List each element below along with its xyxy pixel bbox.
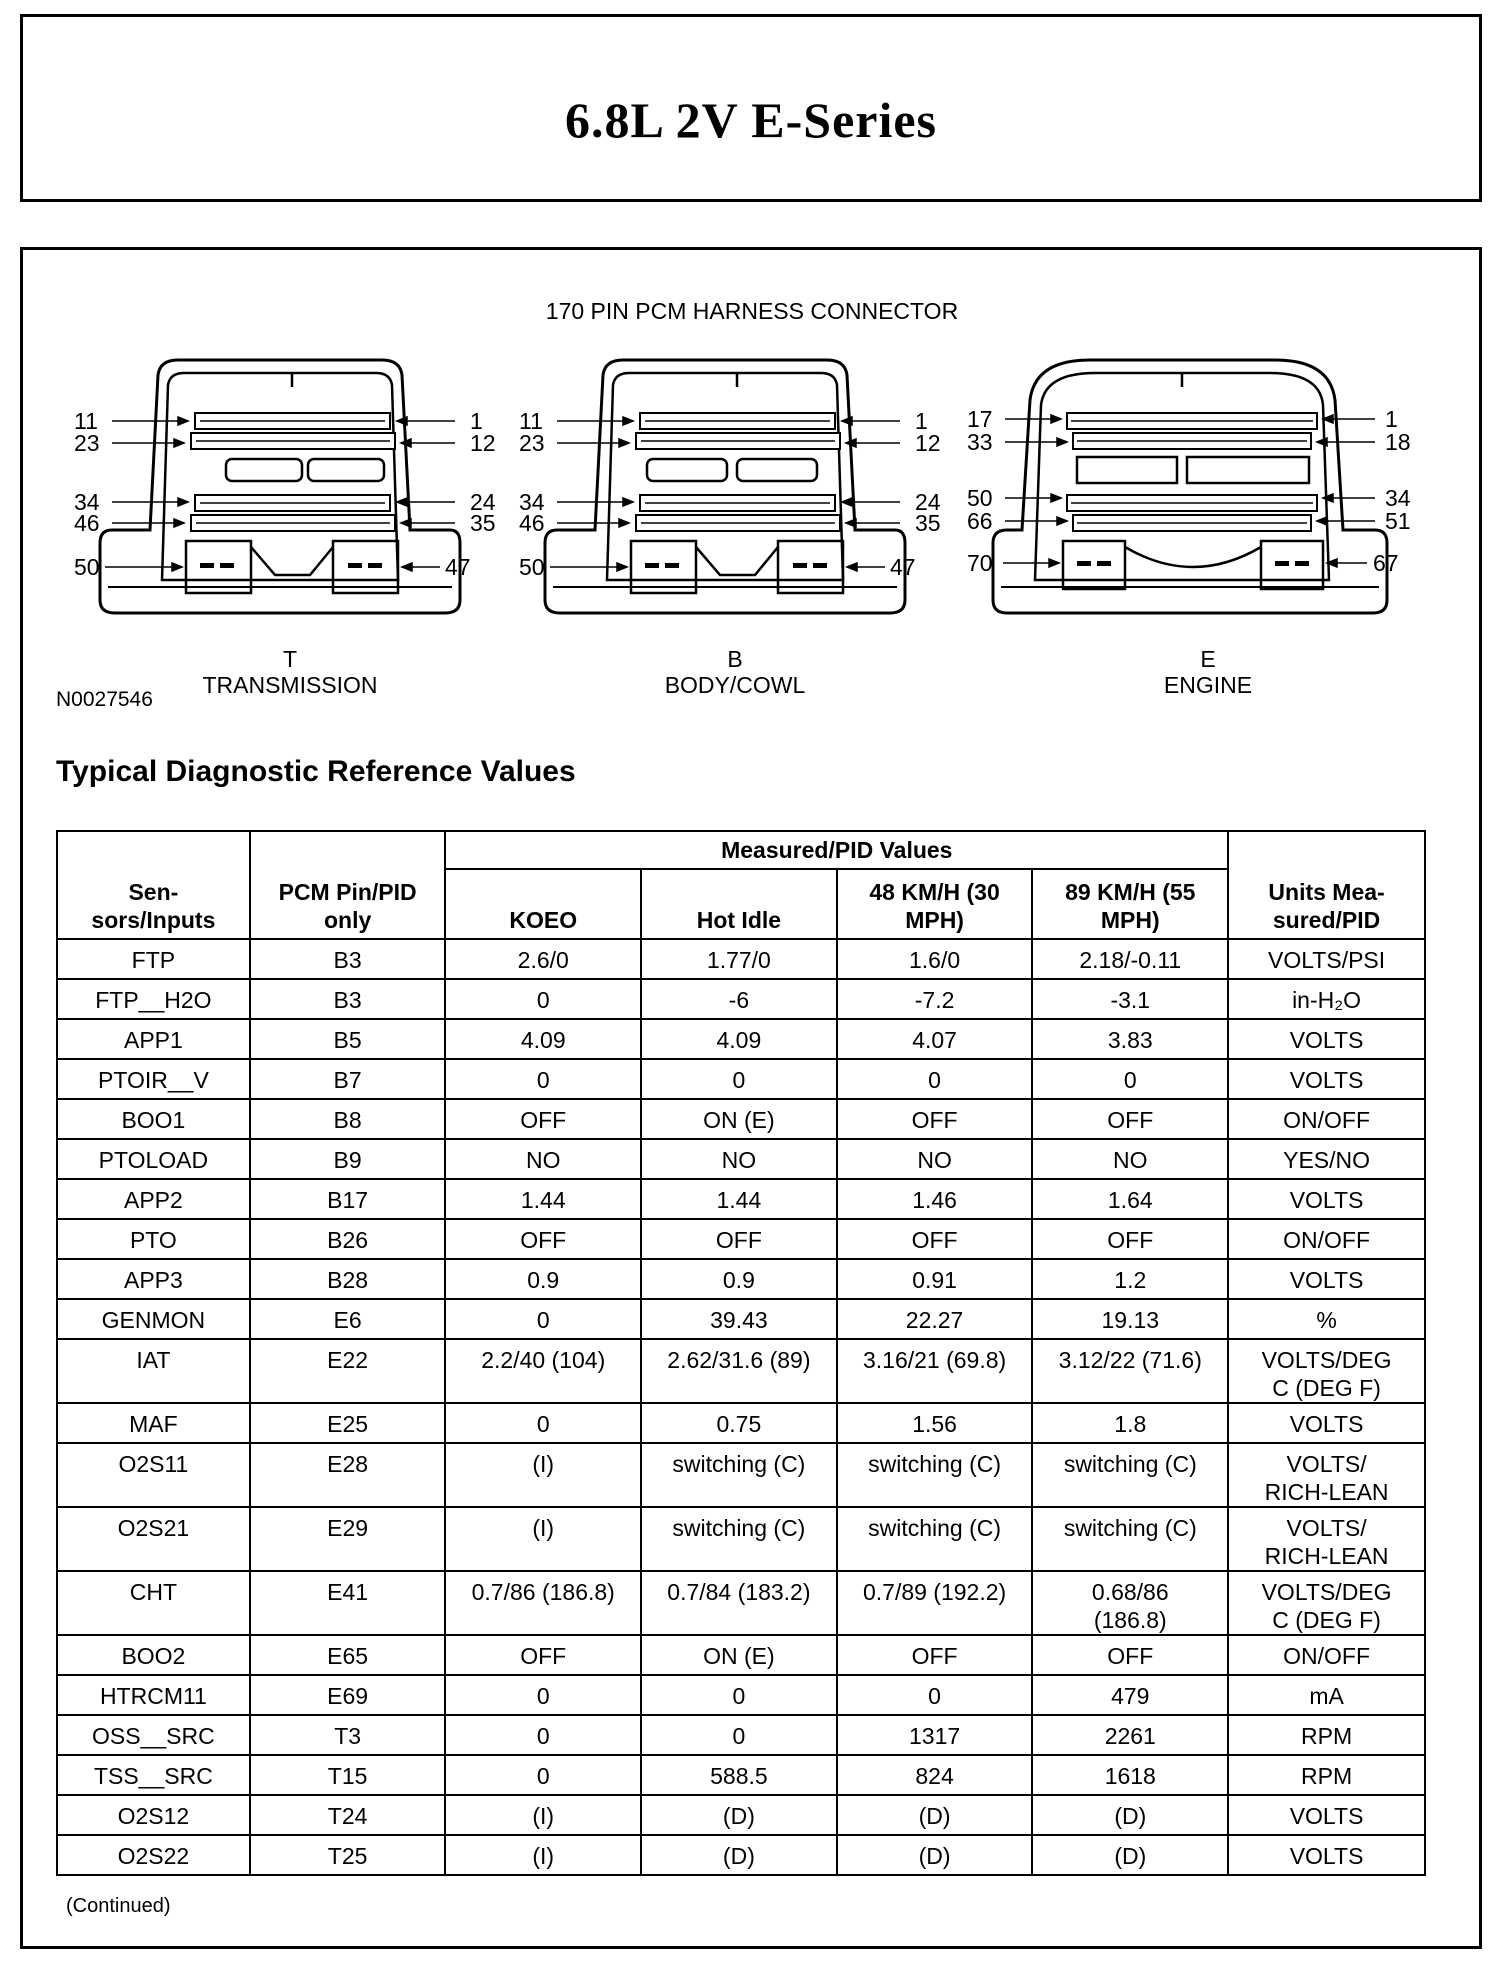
table-cell: E41 [250,1571,446,1635]
connector-letter-e: E [1200,646,1216,672]
table-cell: 3.12/22 (71.6) [1032,1339,1228,1403]
pin-label: 67 [1373,550,1399,576]
table-cell: ON (E) [641,1099,837,1139]
pin-label: 1 [1385,406,1398,432]
table-cell: VOLTS [1228,1403,1425,1443]
table-body [57,939,1425,1875]
table-cell: OFF [445,1635,641,1675]
table-row [57,979,1425,1019]
table-cell: % [1228,1299,1425,1339]
table-cell: RPM [1228,1715,1425,1755]
table-cell: 0 [445,1403,641,1443]
table-cell: B3 [250,979,446,1019]
table-cell: NO [1032,1139,1228,1179]
pin-label: 46 [74,510,100,536]
table-cell: PTO [57,1219,250,1259]
table-cell: PTOIR__V [57,1059,250,1099]
table-cell: APP3 [57,1259,250,1299]
table-row [57,1675,1425,1715]
pin-label: 47 [890,554,916,580]
table-cell: ON/OFF [1228,1219,1425,1259]
table-cell: E65 [250,1635,446,1675]
table-row [57,1571,1425,1635]
table-cell: T3 [250,1715,446,1755]
table-cell: (I) [445,1795,641,1835]
table-row [57,1715,1425,1755]
table-cell: ON (E) [641,1635,837,1675]
table-cell: OFF [1032,1635,1228,1675]
table-cell: MAF [57,1403,250,1443]
table-cell: 4.09 [641,1019,837,1059]
table-row [57,1507,1425,1571]
table-cell: B3 [250,939,446,979]
table-cell: 1.64 [1032,1179,1228,1219]
connector-name-body: BODY/COWL [664,672,806,698]
table-cell: E6 [250,1299,446,1339]
table-cell: switching (C) [641,1443,837,1507]
table-cell: 0 [837,1675,1033,1715]
table-row [57,1059,1425,1099]
table-cell: O2S22 [57,1835,250,1875]
table-cell: 0.91 [837,1259,1033,1299]
table-cell: 2.6/0 [445,939,641,979]
table-cell: 0 [445,1675,641,1715]
table-row [57,1139,1425,1179]
table-cell: 1.2 [1032,1259,1228,1299]
table-cell: O2S11 [57,1443,250,1507]
table-cell: T15 [250,1755,446,1795]
pin-label: 34 [519,489,545,515]
table-cell: 0.75 [641,1403,837,1443]
table-cell: mA [1228,1675,1425,1715]
table-cell: 0 [641,1715,837,1755]
table-cell: 0 [445,1299,641,1339]
pin-label: 24 [915,489,941,515]
table-cell: TSS__SRC [57,1755,250,1795]
header-units: Units Mea- sured/PID [1228,831,1425,939]
table-row [57,1259,1425,1299]
table-cell: switching (C) [837,1507,1033,1571]
header-measured-group: Measured/PID Values [445,831,1228,869]
table-cell: -6 [641,979,837,1019]
table-cell: ON/OFF [1228,1099,1425,1139]
table-cell: PTOLOAD [57,1139,250,1179]
table-row [57,1019,1425,1059]
table-row [57,1299,1425,1339]
table-cell: OFF [1032,1099,1228,1139]
table-cell: NO [445,1139,641,1179]
table-cell: 1.8 [1032,1403,1228,1443]
pin-label: 51 [1385,508,1411,534]
table-cell: 0 [641,1059,837,1099]
table-cell: (I) [445,1507,641,1571]
table-cell: OSS__SRC [57,1715,250,1755]
table-row [57,1635,1425,1675]
pin-label: 12 [915,430,941,456]
table-cell: 1.46 [837,1179,1033,1219]
pin-label: 47 [445,554,471,580]
table-cell: 22.27 [837,1299,1033,1339]
table-row [57,1835,1425,1875]
table-cell: YES/NO [1228,1139,1425,1179]
table-cell: 0 [445,1755,641,1795]
table-cell: VOLTS [1228,1179,1425,1219]
pin-label: 50 [74,554,100,580]
table-cell: HTRCM11 [57,1675,250,1715]
table-row [57,1795,1425,1835]
connector-body-diagram [505,355,945,645]
table-cell: 0.9 [445,1259,641,1299]
table-cell: 0 [641,1675,837,1715]
header-48kmh: 48 KM/H (30 MPH) [837,869,1033,939]
table-cell: OFF [445,1099,641,1139]
table-cell: B7 [250,1059,446,1099]
table-cell: OFF [445,1219,641,1259]
table-cell: BOO2 [57,1635,250,1675]
table-row [57,1403,1425,1443]
table-cell: 824 [837,1755,1033,1795]
pin-label: 34 [74,489,100,515]
pin-label: 34 [1385,485,1411,511]
header-pin: PCM Pin/PID only [250,831,446,939]
table-cell: (D) [641,1835,837,1875]
table-cell: APP2 [57,1179,250,1219]
table-row [57,1755,1425,1795]
table-cell: E29 [250,1507,446,1571]
table-cell: B17 [250,1179,446,1219]
table-cell: (D) [641,1795,837,1835]
pin-label: 1 [915,408,928,434]
section-heading: Typical Diagnostic Reference Values [56,755,576,788]
connector-engine-diagram [955,355,1425,645]
connector-name-transmission: TRANSMISSION [202,672,378,698]
pin-label: 70 [967,550,993,576]
pin-label: 46 [519,510,545,536]
table-cell: B8 [250,1099,446,1139]
table-cell: 39.43 [641,1299,837,1339]
table-cell: 1.56 [837,1403,1033,1443]
table-cell: T25 [250,1835,446,1875]
table-cell: OFF [837,1635,1033,1675]
table-cell: 0.7/89 (192.2) [837,1571,1033,1635]
table-cell: B5 [250,1019,446,1059]
table-cell: NO [641,1139,837,1179]
table-cell: OFF [1032,1219,1228,1259]
table-cell: VOLTS [1228,1259,1425,1299]
pin-label: 11 [74,408,98,434]
table-cell: 4.07 [837,1019,1033,1059]
header-hot-idle: Hot Idle [641,869,837,939]
pin-label: 24 [470,489,496,515]
reference-values-table [56,830,1426,1876]
table-cell: IAT [57,1339,250,1403]
pin-label: 11 [519,408,543,434]
pin-label: 17 [967,406,993,432]
table-cell: VOLTS [1228,1019,1425,1059]
table-cell: 1618 [1032,1755,1228,1795]
table-row [57,1443,1425,1507]
table-row [57,1179,1425,1219]
title-box [20,14,1482,202]
table-cell: NO [837,1139,1033,1179]
table-cell: (D) [1032,1835,1228,1875]
table-cell: (D) [837,1835,1033,1875]
table-cell: 588.5 [641,1755,837,1795]
pin-label: 35 [915,510,941,536]
table-cell: switching (C) [837,1443,1033,1507]
table-cell: OFF [837,1099,1033,1139]
table-cell: APP1 [57,1019,250,1059]
table-cell: 2261 [1032,1715,1228,1755]
table-row [57,1219,1425,1259]
header-sensors: Sen- sors/Inputs [57,831,250,939]
table-cell: B28 [250,1259,446,1299]
header-89kmh: 89 KM/H (55 MPH) [1032,869,1228,939]
table-cell: VOLTS/ RICH-LEAN [1228,1443,1425,1507]
table-cell: FTP [57,939,250,979]
table-cell: O2S21 [57,1507,250,1571]
pin-label: 50 [967,485,993,511]
table-cell: in-H₂O [1228,979,1425,1019]
table-cell: 0 [1032,1059,1228,1099]
table-cell: 1.77/0 [641,939,837,979]
table-cell: O2S12 [57,1795,250,1835]
table-cell: VOLTS [1228,1059,1425,1099]
table-row [57,1099,1425,1139]
table-cell: 3.83 [1032,1019,1228,1059]
pin-label: 18 [1385,429,1411,455]
table-cell: B26 [250,1219,446,1259]
table-cell: switching (C) [1032,1507,1228,1571]
table-cell: (I) [445,1835,641,1875]
continued-note: (Continued) [66,1895,171,1917]
table-cell: 2.62/31.6 (89) [641,1339,837,1403]
table-cell: 19.13 [1032,1299,1228,1339]
table-cell: 1.6/0 [837,939,1033,979]
pin-label: 66 [967,508,993,534]
table-cell: 0 [837,1059,1033,1099]
table-cell: 1.44 [445,1179,641,1219]
table-cell: (I) [445,1443,641,1507]
table-cell: RPM [1228,1755,1425,1795]
table-cell: switching (C) [1032,1443,1228,1507]
connector-name-engine: ENGINE [1163,672,1253,698]
table-cell: 0 [445,1059,641,1099]
table-cell: OFF [641,1219,837,1259]
table-cell: switching (C) [641,1507,837,1571]
table-cell: 4.09 [445,1019,641,1059]
table-cell: 0.7/86 (186.8) [445,1571,641,1635]
table-cell: (D) [1032,1795,1228,1835]
table-cell: E69 [250,1675,446,1715]
table-cell: VOLTS/DEG C (DEG F) [1228,1571,1425,1635]
connector-letter-t: T [282,646,298,672]
table-cell: VOLTS [1228,1795,1425,1835]
table-cell: 0.7/84 (183.2) [641,1571,837,1635]
table-cell: FTP__H2O [57,979,250,1019]
table-cell: 1.44 [641,1179,837,1219]
table-cell: 0.9 [641,1259,837,1299]
table-cell: VOLTS/DEG C (DEG F) [1228,1339,1425,1403]
table-cell: -7.2 [837,979,1033,1019]
table-row [57,939,1425,979]
pin-label: 33 [967,429,993,455]
table-row [57,1339,1425,1403]
pin-label: 23 [519,430,545,456]
table-cell: 2.18/-0.11 [1032,939,1228,979]
table-cell: 0 [445,1715,641,1755]
table-cell: 0 [445,979,641,1019]
connector-letter-b: B [727,646,743,672]
diagram-title: 170 PIN PCM HARNESS CONNECTOR [545,298,959,324]
header-koeo: KOEO [445,869,641,939]
table-cell: E25 [250,1403,446,1443]
pin-label: 23 [74,430,100,456]
pin-label: 1 [470,408,483,434]
table-cell: -3.1 [1032,979,1228,1019]
table-cell: B9 [250,1139,446,1179]
table-cell: VOLTS [1228,1835,1425,1875]
table-cell: VOLTS/PSI [1228,939,1425,979]
table-cell: BOO1 [57,1099,250,1139]
table-cell: GENMON [57,1299,250,1339]
figure-id: N0027546 [56,688,153,711]
table-cell: 3.16/21 (69.8) [837,1339,1033,1403]
table-cell: E22 [250,1339,446,1403]
pin-label: 50 [519,554,545,580]
pin-label: 35 [470,510,496,536]
table-cell: CHT [57,1571,250,1635]
table-cell: (D) [837,1795,1033,1835]
pin-label: 12 [470,430,496,456]
table-cell: 479 [1032,1675,1228,1715]
table-cell: T24 [250,1795,446,1835]
table-cell: VOLTS/ RICH-LEAN [1228,1507,1425,1571]
table-cell: OFF [837,1219,1033,1259]
table-cell: 0.68/86 (186.8) [1032,1571,1228,1635]
connector-transmission-diagram [60,355,500,645]
table-cell: 2.2/40 (104) [445,1339,641,1403]
table-cell: E28 [250,1443,446,1507]
table-cell: ON/OFF [1228,1635,1425,1675]
page-title: 6.8L 2V E-Series [564,92,938,148]
table-cell: 1317 [837,1715,1033,1755]
